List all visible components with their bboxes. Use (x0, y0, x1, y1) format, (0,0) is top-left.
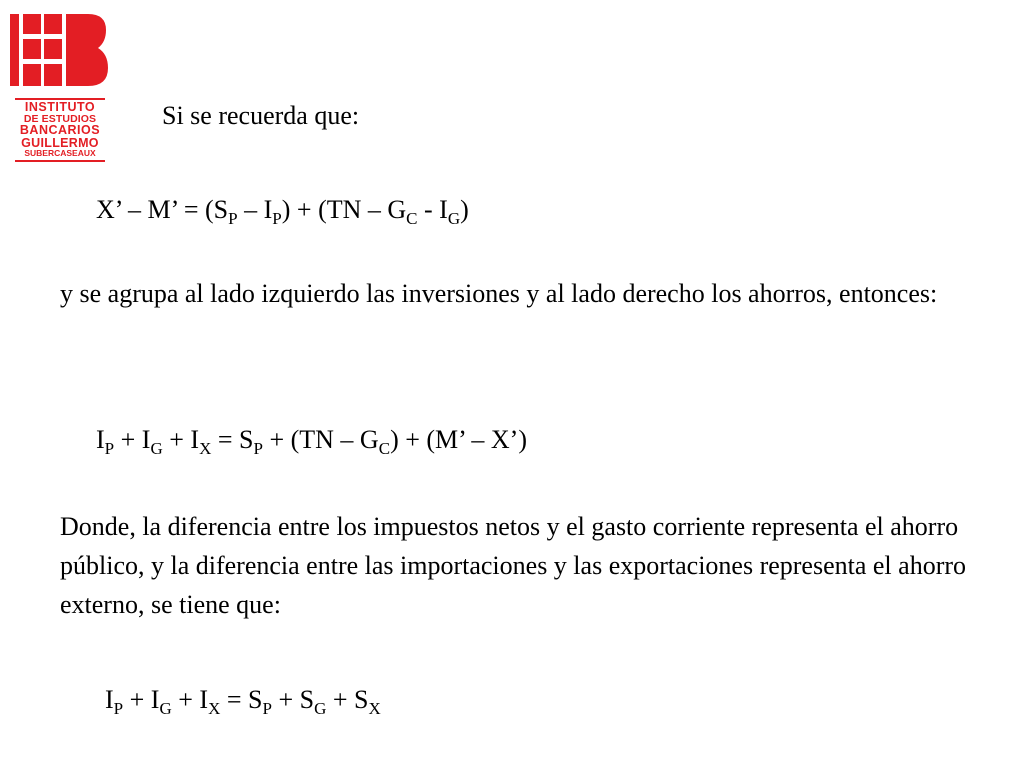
logo-wordmark (10, 96, 110, 163)
equation-balance (96, 195, 469, 228)
intro-text: Si se recuerda que: (162, 101, 360, 130)
eq1-sub: P (272, 209, 282, 228)
eq3-part: I (105, 685, 114, 714)
eq2-part: + (TN – G (262, 425, 379, 454)
paragraph-grouping: y se agrupa al lado izquierdo las inversiones y al lado derecho los ahorros, entonces: (60, 279, 938, 308)
eq1-part: ) + (TN – G (281, 195, 407, 224)
institute-logo (10, 12, 110, 160)
logo-line-4: GUILLERMO (21, 135, 99, 150)
eq3-part: + S (271, 685, 315, 714)
eq2-part: = S (211, 425, 254, 454)
logo-line-3: BANCARIOS (19, 123, 101, 137)
ieb-logo-mark-icon (10, 12, 110, 92)
eq2-part: + I (162, 425, 200, 454)
eq3-part: + I (123, 685, 160, 714)
eq3-sub: G (314, 699, 327, 718)
eq1-part: – I (237, 195, 273, 224)
logo-line-5: SUBERCASEAUX (24, 148, 96, 158)
eq1-sub: G (447, 209, 461, 228)
eq3-part: = S (220, 685, 263, 714)
eq3-sub: X (368, 699, 381, 718)
logo-line-1: INSTITUTO (24, 100, 96, 114)
eq2-sub: P (104, 439, 115, 458)
eq2-sub: G (150, 439, 163, 458)
eq2-part: I (96, 425, 105, 454)
logo-line-2: DE ESTUDIOS (23, 112, 97, 125)
eq1-part: - I (417, 195, 448, 224)
eq2-part: + I (114, 425, 151, 454)
eq3-sub: P (113, 699, 124, 718)
eq3-part: + S (326, 685, 369, 714)
eq1-sub: P (228, 209, 238, 228)
equation-investment-savings (96, 425, 527, 458)
eq2-sub: P (253, 439, 263, 458)
eq3-sub: X (208, 699, 221, 718)
eq1-part: ) (460, 195, 469, 224)
eq1-sub: C (406, 209, 418, 228)
eq2-sub: C (378, 439, 391, 458)
eq2-sub: X (199, 439, 212, 458)
eq3-part: + I (171, 685, 209, 714)
equation-final-identity (105, 685, 381, 718)
eq3-sub: G (159, 699, 172, 718)
eq2-part: ) + (M’ – X’) (390, 425, 527, 454)
logo-rule-bottom (15, 160, 105, 162)
paragraph-definition: Donde, la diferencia entre los impuestos netos y el gasto corriente representa el ahorro público, y la diferencia entre las importaciones y las exportaciones representa el ahorro externo, se tiene que: (60, 512, 967, 619)
eq3-sub: P (262, 699, 272, 718)
eq1-part: X’ – M’ = (S (96, 195, 229, 224)
